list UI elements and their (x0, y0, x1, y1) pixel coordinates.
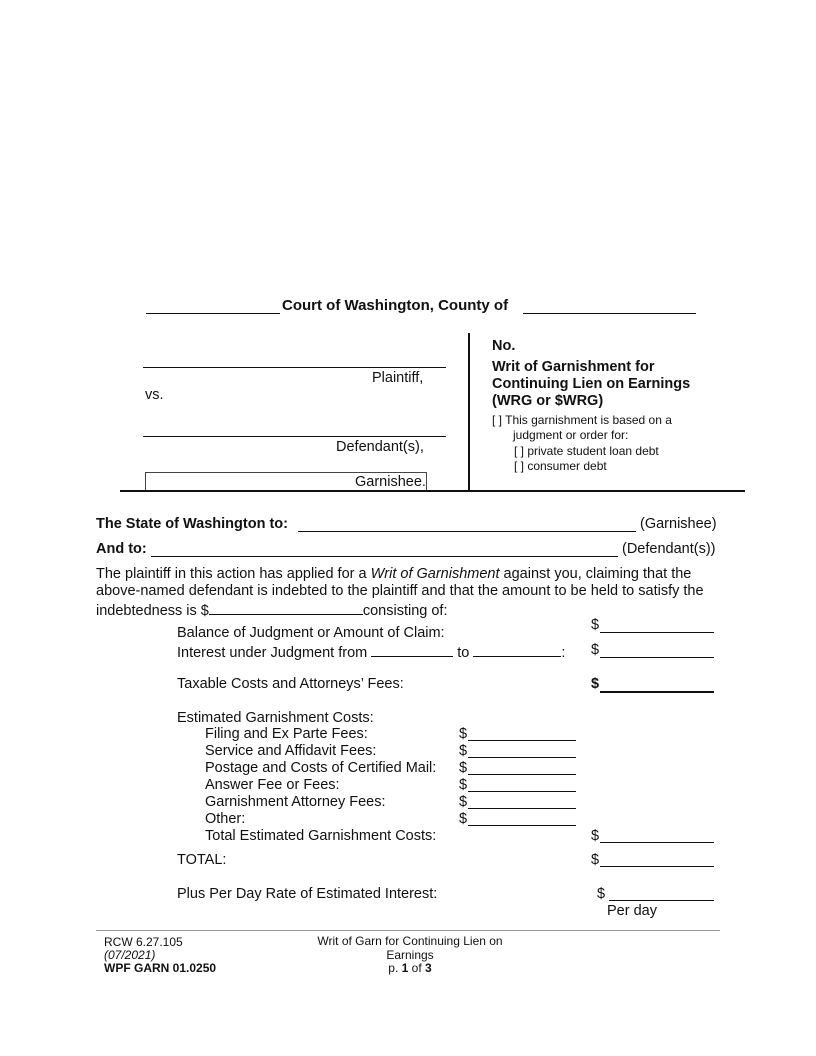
defendant-name-field[interactable] (143, 419, 446, 437)
footer-title-line1: Writ of Garn for Continuing Lien on (317, 934, 503, 948)
other-amount-field[interactable] (468, 808, 576, 826)
indebtedness-amount-field[interactable] (209, 600, 363, 615)
total-estimated-dollar: $ (591, 828, 600, 844)
taxable-dollar: $ (591, 676, 600, 692)
garnishee-label: Garnishee. (355, 474, 426, 490)
footer-title-line2: Earnings (386, 947, 434, 962)
attorney-fees-amount-field[interactable] (468, 791, 576, 809)
defendant-label: Defendant(s), (336, 439, 424, 455)
footer-revision: (07/2021) (104, 948, 156, 962)
total-label: TOTAL: (177, 852, 227, 868)
per-day-label: Plus Per Day Rate of Estimated Interest: (177, 886, 438, 902)
and-to-label: And to: (96, 541, 147, 557)
attorney-fees-label: Garnishment Attorney Fees: (205, 794, 386, 810)
balance-dollar: $ (591, 617, 600, 633)
interest-label: Interest under Judgment from to : (177, 642, 565, 661)
case-number-label: No. (492, 338, 516, 354)
intro-line1: The plaintiff in this action has applied for a Writ of Garnishment against you, claiming that the (96, 566, 692, 582)
garnishee-suffix: (Garnishee) (640, 516, 717, 532)
caption-vertical-divider (468, 333, 470, 491)
vs-label: vs. (145, 387, 164, 403)
caption-bottom-rule (120, 490, 745, 492)
intro-line2: above-named defendant is indebted to the plaintiff and that the amount to be held to satisfy the (96, 583, 704, 599)
intro-line3: indebtedness is $ consisting of: (96, 600, 448, 619)
estimated-costs-header: Estimated Garnishment Costs: (177, 710, 374, 726)
service-dollar: $ (459, 743, 468, 759)
state-to-label: The State of Washington to: (96, 516, 288, 532)
defendant-address-field[interactable] (151, 539, 618, 557)
footer-form-number: WPF GARN 01.0250 (104, 961, 217, 975)
footer-rule (96, 930, 720, 931)
answer-fee-label: Answer Fee or Fees: (205, 777, 340, 793)
plaintiff-name-field[interactable] (143, 350, 446, 368)
other-label: Other: (205, 811, 246, 827)
student-loan-checkbox[interactable]: [ ] private student loan debt (514, 444, 659, 458)
per-day-dollar: $ (597, 886, 606, 902)
per-day-amount-field[interactable] (609, 883, 714, 901)
interest-amount-field[interactable] (600, 640, 714, 658)
plaintiff-label: Plaintiff, (372, 370, 424, 386)
postage-dollar: $ (459, 760, 468, 776)
answer-fee-amount-field[interactable] (468, 774, 576, 792)
basis-line2: judgment or order for: (513, 428, 629, 442)
balance-label: Balance of Judgment or Amount of Claim: (177, 625, 445, 641)
taxable-label: Taxable Costs and Attorneys’ Fees: (177, 676, 404, 692)
postage-amount-field[interactable] (468, 757, 576, 775)
footer-title (300, 935, 520, 976)
taxable-amount-field[interactable] (600, 674, 714, 693)
attorney-fees-dollar: $ (459, 794, 468, 810)
service-amount-field[interactable] (468, 740, 576, 758)
total-estimated-amount-field[interactable] (600, 825, 714, 843)
interest-to-field[interactable] (473, 642, 561, 657)
filing-label: Filing and Ex Parte Fees: (205, 726, 368, 742)
doc-title-line1: Writ of Garnishment for (492, 359, 655, 375)
footer-rcw: RCW 6.27.105 (104, 935, 183, 949)
answer-fee-dollar: $ (459, 777, 468, 793)
court-title: Court of Washington, County of (282, 297, 509, 314)
interest-from-field[interactable] (371, 642, 453, 657)
postage-label: Postage and Costs of Certified Mail: (205, 760, 437, 776)
total-amount-field[interactable] (600, 849, 714, 867)
county-blank-left[interactable] (146, 296, 280, 314)
county-blank-right[interactable] (523, 296, 696, 314)
defendant-suffix: (Defendant(s)) (622, 541, 716, 557)
basis-checkbox-line1[interactable]: [ ] This garnishment is based on a (492, 413, 672, 427)
footer-page-number: p. 1 of 3 (388, 961, 432, 975)
other-dollar: $ (459, 811, 468, 827)
filing-dollar: $ (459, 726, 468, 742)
filing-amount-field[interactable] (468, 723, 576, 741)
doc-title-line3: (WRG or $WRG) (492, 393, 604, 409)
balance-amount-field[interactable] (600, 615, 714, 633)
interest-dollar: $ (591, 642, 600, 658)
per-day-suffix: Per day (607, 903, 657, 919)
service-label: Service and Affidavit Fees: (205, 743, 377, 759)
total-estimated-label: Total Estimated Garnishment Costs: (205, 828, 437, 844)
doc-title-line2: Continuing Lien on Earnings (492, 376, 691, 392)
consumer-debt-checkbox[interactable]: [ ] consumer debt (514, 459, 607, 473)
garnishee-address-field[interactable] (298, 514, 636, 532)
total-dollar: $ (591, 852, 600, 868)
